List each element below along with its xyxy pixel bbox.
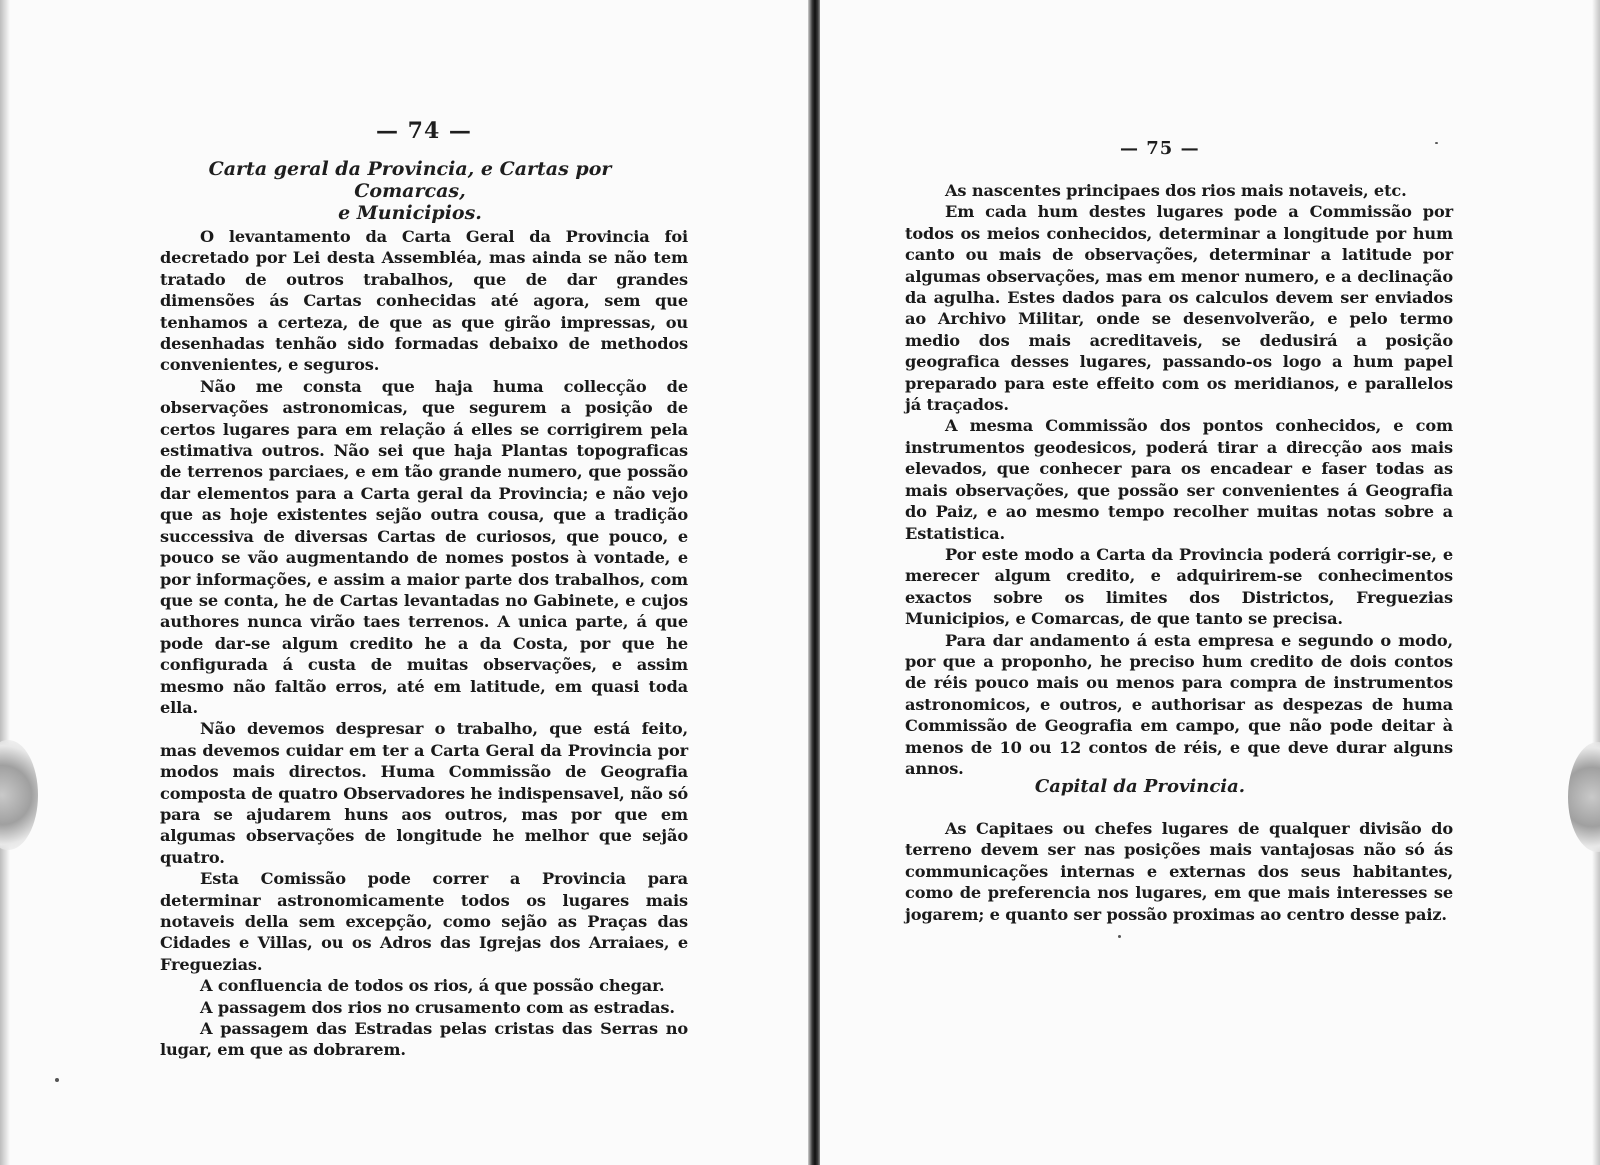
left-paragraph: Esta Comissão pode correr a Provincia para determinar astronomicamente todos os lugares mais notaveis della sem excepção, como sejão as Praças das Cidades e Villas, ou os Adros das Igrejas dos Arraiaes, e Freguezias. [160, 869, 688, 974]
paper-speck [1435, 142, 1438, 144]
right-paragraph: Em cada hum destes lugares pode a Commissão por todos os meios conhecidos, determinar a longitude por hum canto ou mais de observações, determinar a latitude por algumas observações, mas em menor numero, e a declinação da agulha. Estes dados para os calculos devem ser enviados ao Archivo Militar, onde se desenvolverão, e pelo termo medio dos mais acreditaveis, se dedusirá a posição geografica desses lugares, passando-os logo a hum papel preparado para este effeito com os meridianos, e parallelos já traçados. [905, 202, 1453, 415]
right-paragraph: As Capitaes ou chefes lugares de qualquer divisão do terreno devem ser nas posições mais vantajosas não só ás communicações internas e externas dos seus habitantes, como de preferencia nos lugares, em que mais interesses se jogarem; e quanto ser possão proximas ao centro desse paiz. [905, 819, 1453, 924]
right-page-body-top [905, 180, 1453, 779]
paper-speck [1118, 935, 1121, 938]
right-page-edge [1592, 0, 1600, 1165]
left-paragraph: A passagem dos rios no crusamento com as estradas. [200, 997, 675, 1017]
left-paragraph: Não devemos despresar o trabalho, que está feito, mas devemos cuidar em ter a Carta Geral da Provincia por modos mais directos. Huma Commissão de Geografia composta de quatro Observadores he indispensavel, não só para se ajudarem huns aos outros, mas por que em algumas observações de longitude he melhor que sejão quatro. [160, 719, 688, 867]
right-page-number: — 75 — [1120, 138, 1200, 159]
right-paragraph: As nascentes principaes dos rios mais notaveis, etc. [945, 181, 1407, 200]
left-heading-line2: e Municipios. [338, 202, 482, 224]
left-page-edge [0, 0, 10, 1165]
right-paragraph: A mesma Commissão dos pontos conhecidos, e com instrumentos geodesicos, poderá tirar a direcção aos mais elevados, que conhecer para os encadear e faser todas as mais observações, que possão ser convenientes á Geografia do Paiz, e ao mesmo tempo recolher muitas notas sobre a Estatistica. [905, 416, 1453, 543]
left-paragraph: A confluencia de todos os rios, á que possão chegar. [200, 976, 665, 996]
right-page-body-bottom [905, 818, 1453, 925]
left-page-stamp-mark [0, 740, 38, 850]
left-page-heading [150, 158, 670, 224]
right-paragraph: Por este modo a Carta da Provincia poderá corrigir-se, e merecer algum credito, e adquirirem-se conhecimentos exactos sobre os limites dos Districtos, Freguezias Municipios, e Comarcas, de que tanto se precisa. [905, 544, 1453, 629]
left-paragraph: Não me consta que haja huma collecção de observações astronomicas, que segurem a posição de certos lugares para em relação á elles se corrigirem pela estimativa outros. Não sei que haja Plantas topograficas de terrenos parciaes, e em tão grande numero, que possão dar elementos para a Carta geral da Provincia; e não vejo que as hoje existentes sejão outra cousa, que a tradição successiva de diversas Cartas de curiosos, que pouco, e pouco se vão augmentando de nomes postos à vontade, e por informações, e assim a maior parte dos trabalhos, com que se conta, he de Cartas levantadas no Gabinete, e cujos authores nunca virão taes terrenos. A unica parte, á que pode dar-se algum credito he a da Costa, por que he configurada á custa de muitas observações, e assim mesmo não faltão erros, até em latitude, em quasi toda ella. [160, 376, 688, 717]
right-paragraph: Para dar andamento á esta empresa e segundo o modo, por que a proponho, he preciso hum credito de dois contos de réis pouco mais ou menos para compra de instrumentos astronomicos, e outros, e authorisar as despezas de huma Commissão de Geografia em campo, que não pode deitar à menos de 10 ou 12 contos de réis, e que deve durar alguns annos. [905, 630, 1453, 778]
left-heading-line1: Carta geral da Provincia, e Cartas por Comarcas, [208, 158, 612, 202]
paper-speck [55, 1078, 59, 1082]
left-page-body [160, 226, 688, 1061]
left-paragraph: O levantamento da Carta Geral da Provincia foi decretado por Lei desta Assembléa, mas ainda se não tem tratado de outros trabalhos, que de dar grandes dimensões ás Cartas conhecidas até agora, sem que tenhamos a certeza, de que as que girão impressas, ou desenhadas tenhão sido formadas debaixo de methodos convenientes, e seguros. [160, 227, 688, 375]
left-paragraph: A passagem das Estradas pelas cristas das Serras no lugar, em que as dobrarem. [160, 1019, 688, 1060]
right-section-heading: Capital da Provincia. [1034, 776, 1246, 797]
left-page-number: — 74 — [376, 118, 472, 144]
